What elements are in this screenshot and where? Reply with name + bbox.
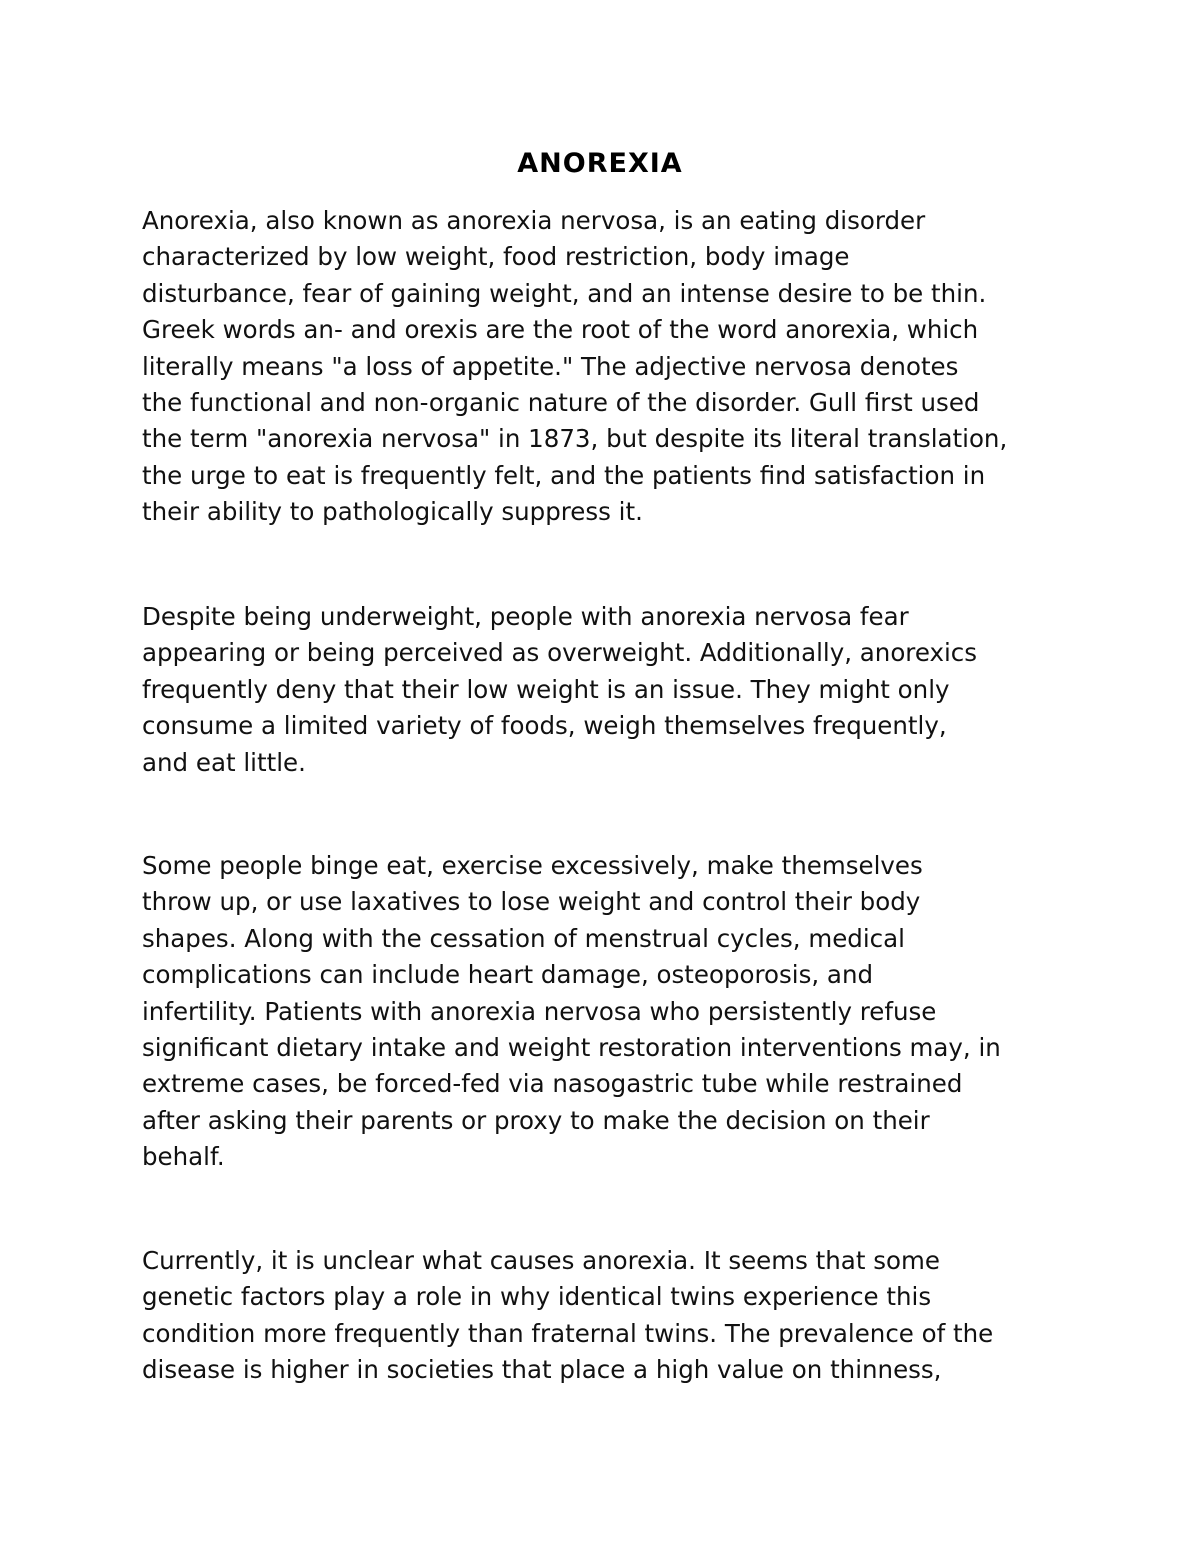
paragraph-line: Some people binge eat, exercise excessively, make themselves: [142, 851, 923, 880]
paragraph-line: disturbance, fear of gaining weight, and an intense desire to be thin.: [142, 278, 987, 308]
paragraph-line: infertility. Patients with anorexia nervosa who persistently refuse: [142, 996, 937, 1026]
paragraph-definition: [142, 203, 1062, 531]
paragraph-line: characterized by low weight, food restriction, body image: [142, 242, 850, 272]
paragraph-line: extreme cases, be forced-fed via nasogastric tube while restrained: [142, 1069, 963, 1099]
paragraph-line: genetic factors play a role in why identical twins experience this: [142, 1282, 932, 1312]
paragraph-line: the urge to eat is frequently felt, and the patients find satisfaction in: [142, 460, 986, 490]
paragraph-line: throw up, or use laxatives to lose weight and control their body: [142, 887, 921, 917]
paragraph-line: behalf.: [142, 1142, 225, 1172]
paragraph-line: Currently, it is unclear what causes anorexia. It seems that some: [142, 1246, 940, 1275]
paragraph-line: consume a limited variety of foods, weigh themselves frequently,: [142, 711, 947, 741]
paragraph-complications: [142, 848, 1062, 1176]
paragraph-line: the term "anorexia nervosa" in 1873, but despite its literal translation,: [142, 424, 1008, 454]
paragraph-line: Greek words an- and orexis are the root of the word anorexia, which: [142, 315, 979, 345]
paragraph-line: Anorexia, also known as anorexia nervosa, is an eating disorder: [142, 206, 926, 235]
paragraph-symptoms: [142, 599, 1062, 781]
paragraph-line: significant dietary intake and weight restoration interventions may, in: [142, 1033, 1001, 1063]
paragraph-line: complications can include heart damage, osteoporosis, and: [142, 960, 874, 990]
paragraph-line: appearing or being perceived as overweight. Additionally, anorexics: [142, 638, 978, 668]
paragraph-line: condition more frequently than fraternal twins. The prevalence of the: [142, 1318, 994, 1348]
paragraph-line: disease is higher in societies that place a high value on thinness,: [142, 1355, 942, 1385]
paragraph-line: after asking their parents or proxy to make the decision on their: [142, 1105, 930, 1135]
paragraph-causes: [142, 1243, 1062, 1389]
paragraph-line: shapes. Along with the cessation of menstrual cycles, medical: [142, 923, 905, 953]
paragraph-line: their ability to pathologically suppress it.: [142, 497, 643, 527]
paragraph-line: the functional and non-organic nature of the disorder. Gull first used: [142, 388, 980, 418]
paragraph-line: Despite being underweight, people with anorexia nervosa fear: [142, 602, 909, 631]
paragraph-line: and eat little.: [142, 747, 306, 777]
paragraph-line: literally means "a loss of appetite." The adjective nervosa denotes: [142, 351, 959, 381]
document-title: ANOREXIA: [517, 148, 683, 179]
paragraph-line: frequently deny that their low weight is an issue. They might only: [142, 674, 950, 704]
